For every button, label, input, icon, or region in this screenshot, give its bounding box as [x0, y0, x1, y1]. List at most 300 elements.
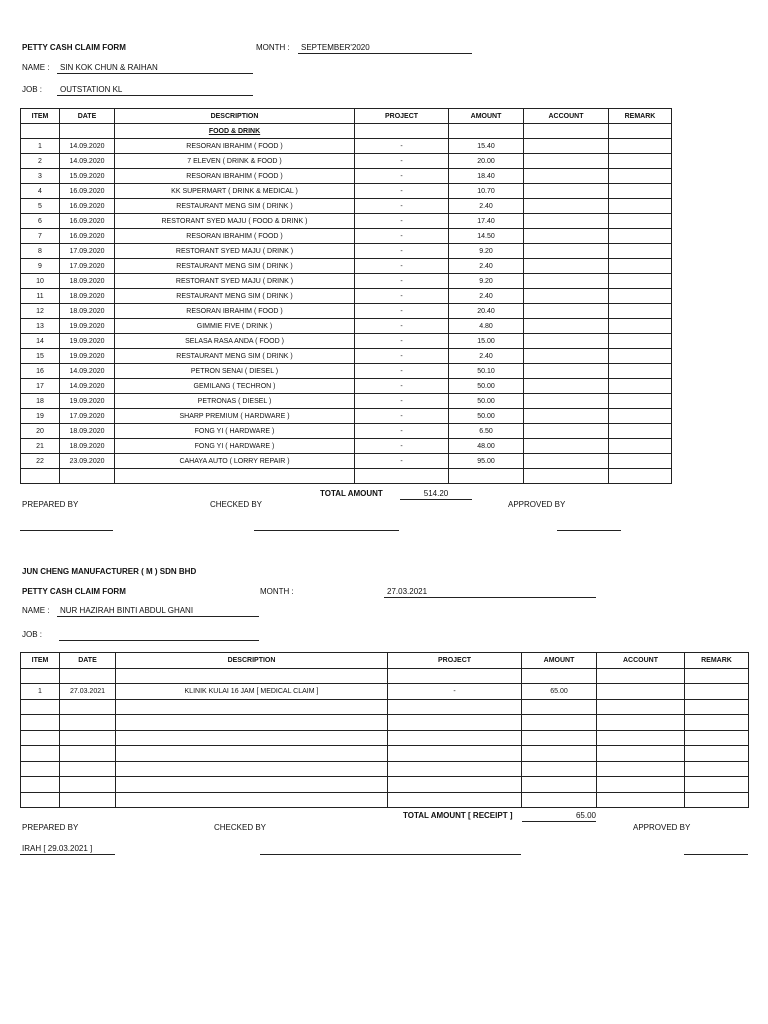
cell-date: 18.09.2020 [60, 274, 115, 289]
cell-amount: 6.50 [449, 424, 524, 439]
cell-account[interactable] [524, 334, 609, 349]
table-row [21, 684, 749, 700]
cell-remark[interactable] [609, 169, 672, 184]
form2-total-label: TOTAL AMOUNT [ RECEIPT ] [403, 811, 513, 820]
form2-month-field[interactable] [384, 587, 596, 598]
cell-description: FONG YI ( HARDWARE ) [115, 424, 355, 439]
header-date: DATE [60, 653, 116, 669]
table-row [21, 169, 672, 184]
form1-name-label: NAME : [22, 63, 50, 72]
cell-empty[interactable] [388, 715, 522, 731]
form1-header-row [21, 109, 672, 124]
cell-date: 19.09.2020 [60, 334, 115, 349]
cell-project: - [355, 319, 449, 334]
cell-project: - [355, 259, 449, 274]
header-remark: REMARK [685, 653, 749, 669]
cell-date: 16.09.2020 [60, 199, 115, 214]
cell-description: SHARP PREMIUM ( HARDWARE ) [115, 409, 355, 424]
cell-empty[interactable] [388, 792, 522, 808]
cell-account[interactable] [524, 304, 609, 319]
cell-empty[interactable] [60, 761, 116, 777]
table-row [21, 304, 672, 319]
cell-amount: 50.00 [449, 394, 524, 409]
form2-prepared-by-label: PREPARED BY [22, 823, 79, 832]
cell-date: 16.09.2020 [60, 184, 115, 199]
cell-empty[interactable] [597, 777, 685, 793]
cell-project: - [355, 349, 449, 364]
cell-item: 12 [21, 304, 60, 319]
form1-approved-by-label: APPROVED BY [508, 500, 566, 509]
cell-empty[interactable] [60, 715, 116, 731]
cell-date: 19.09.2020 [60, 319, 115, 334]
cell-remark[interactable] [609, 349, 672, 364]
form1-job-label: JOB : [22, 85, 43, 94]
cell-project: - [355, 229, 449, 244]
cell-remark[interactable] [609, 364, 672, 379]
form2-claim-table [20, 652, 749, 808]
cell-remark[interactable] [609, 379, 672, 394]
table-row [21, 274, 672, 289]
form2-checked-by-label: CHECKED BY [214, 823, 267, 832]
category-text: FOOD & DRINK [208, 127, 261, 135]
cell-amount: 20.00 [449, 154, 524, 169]
table-row [21, 424, 672, 439]
cell-description: RESORAN IBRAHIM ( FOOD ) [115, 169, 355, 184]
cell-empty[interactable] [685, 715, 749, 731]
cell-item: 15 [21, 349, 60, 364]
cell-empty [609, 124, 672, 139]
cell-item: 5 [21, 199, 60, 214]
header-item: ITEM [21, 653, 60, 669]
cell-empty[interactable] [60, 746, 116, 762]
form1-month-value: SEPTEMBER'2020 [301, 43, 370, 52]
cell-empty[interactable] [685, 730, 749, 746]
cell-remark[interactable] [609, 409, 672, 424]
cell-project: - [355, 394, 449, 409]
cell-item: 9 [21, 259, 60, 274]
cell-empty[interactable] [685, 761, 749, 777]
cell-account[interactable] [524, 259, 609, 274]
cell-description: 7 ELEVEN ( DRINK & FOOD ) [115, 154, 355, 169]
form2-checked-signature-line[interactable] [260, 854, 521, 855]
cell-project: - [355, 439, 449, 454]
cell-date: 18.09.2020 [60, 289, 115, 304]
cell-remark[interactable] [609, 259, 672, 274]
cell-amount: 48.00 [449, 439, 524, 454]
cell-empty[interactable] [388, 699, 522, 715]
cell-description: GEMILANG ( TECHRON ) [115, 379, 355, 394]
cell-date: 19.09.2020 [60, 394, 115, 409]
cell-account[interactable] [524, 229, 609, 244]
cell-item: 21 [21, 439, 60, 454]
cell-empty[interactable] [597, 761, 685, 777]
cell-item: 20 [21, 424, 60, 439]
cell-empty[interactable] [522, 761, 597, 777]
table-row-empty [21, 777, 749, 793]
cell-remark[interactable] [609, 454, 672, 469]
table-row [21, 289, 672, 304]
cell-empty [388, 668, 522, 684]
cell-description: RESTAURANT MENG SIM ( DRINK ) [115, 259, 355, 274]
table-row-empty [21, 469, 672, 484]
cell-description: GIMMIE FIVE ( DRINK ) [115, 319, 355, 334]
cell-description: RESTORANT SYED MAJU ( DRINK ) [115, 244, 355, 259]
cell-account[interactable] [597, 684, 685, 700]
cell-project: - [355, 409, 449, 424]
cell-amount: 10.70 [449, 184, 524, 199]
cell-item: 22 [21, 454, 60, 469]
cell-amount: 14.50 [449, 229, 524, 244]
cell-date: 14.09.2020 [60, 364, 115, 379]
cell-remark[interactable] [609, 154, 672, 169]
form1-job-value: OUTSTATION KL [60, 85, 123, 94]
form2-job-field[interactable] [59, 630, 259, 641]
form2-approved-by-label: APPROVED BY [633, 823, 691, 832]
cell-project: - [355, 289, 449, 304]
cell-empty[interactable] [21, 777, 60, 793]
cell-empty[interactable] [522, 699, 597, 715]
form1-prepared-signature-line[interactable] [20, 530, 113, 531]
cell-remark[interactable] [609, 439, 672, 454]
cell-empty[interactable] [685, 699, 749, 715]
cell-empty[interactable] [21, 730, 60, 746]
cell-empty [449, 124, 524, 139]
cell-project: - [355, 454, 449, 469]
form2-name-value: NUR HAZIRAH BINTI ABDUL GHANI [60, 606, 194, 615]
cell-empty[interactable] [60, 792, 116, 808]
form1-name-value: SIN KOK CHUN & RAIHAN [60, 63, 158, 72]
cell-project: - [355, 154, 449, 169]
cell-empty[interactable] [597, 699, 685, 715]
cell-amount: 15.40 [449, 139, 524, 154]
cell-account[interactable] [524, 244, 609, 259]
table-row [21, 454, 672, 469]
cell-project: - [355, 244, 449, 259]
cell-empty[interactable] [522, 746, 597, 762]
cell-empty[interactable] [115, 469, 355, 484]
cell-empty[interactable] [116, 746, 388, 762]
cell-project: - [355, 139, 449, 154]
cell-description: FONG YI ( HARDWARE ) [115, 439, 355, 454]
cell-account[interactable] [524, 439, 609, 454]
form1-month-label: MONTH : [256, 43, 290, 52]
cell-empty[interactable] [21, 761, 60, 777]
category-row [21, 124, 672, 139]
cell-empty[interactable] [116, 715, 388, 731]
cell-empty[interactable] [388, 777, 522, 793]
cell-empty[interactable] [21, 746, 60, 762]
cell-empty[interactable] [597, 715, 685, 731]
cell-amount: 17.40 [449, 214, 524, 229]
table-row-empty [21, 730, 749, 746]
form2-prepared-value: IRAH [ 29.03.2021 ] [22, 844, 93, 853]
cell-remark[interactable] [609, 304, 672, 319]
header-date: DATE [60, 109, 115, 124]
header-account: ACCOUNT [597, 653, 685, 669]
cell-description: RESTORANT SYED MAJU ( FOOD & DRINK ) [115, 214, 355, 229]
table-row-empty [21, 746, 749, 762]
table-row [21, 199, 672, 214]
cell-item: 11 [21, 289, 60, 304]
cell-account[interactable] [524, 154, 609, 169]
cell-amount: 2.40 [449, 259, 524, 274]
cell-remark[interactable] [609, 334, 672, 349]
cell-project: - [388, 684, 522, 700]
cell-remark[interactable] [609, 199, 672, 214]
cell-date: 17.09.2020 [60, 409, 115, 424]
cell-amount: 18.40 [449, 169, 524, 184]
cell-item: 2 [21, 154, 60, 169]
cell-item: 14 [21, 334, 60, 349]
cell-empty[interactable] [449, 469, 524, 484]
form2-company: JUN CHENG MANUFACTURER ( M ) SDN BHD [22, 567, 197, 576]
cell-remark[interactable] [609, 289, 672, 304]
form2-approved-signature-line[interactable] [684, 854, 748, 855]
form2-header-row [21, 653, 749, 669]
cell-remark[interactable] [609, 244, 672, 259]
table-row [21, 319, 672, 334]
table-row-empty [21, 792, 749, 808]
form1-checked-signature-line[interactable] [254, 530, 399, 531]
form2-name-label: NAME : [22, 606, 50, 615]
cell-date: 14.09.2020 [60, 154, 115, 169]
cell-item: 6 [21, 214, 60, 229]
table-row-empty [21, 699, 749, 715]
cell-account[interactable] [524, 364, 609, 379]
form2-month-value: 27.03.2021 [387, 587, 428, 596]
cell-description: RESORAN IBRAHIM ( FOOD ) [115, 304, 355, 319]
cell-empty [355, 124, 449, 139]
cell-amount: 9.20 [449, 244, 524, 259]
cell-empty[interactable] [597, 792, 685, 808]
cell-date: 18.09.2020 [60, 439, 115, 454]
cell-account[interactable] [524, 394, 609, 409]
cell-empty[interactable] [60, 730, 116, 746]
form1-name-field[interactable] [57, 63, 253, 74]
cell-empty [685, 668, 749, 684]
cell-empty[interactable] [522, 715, 597, 731]
cell-project: - [355, 184, 449, 199]
cell-account[interactable] [524, 349, 609, 364]
cell-item: 16 [21, 364, 60, 379]
cell-item: 10 [21, 274, 60, 289]
cell-empty[interactable] [116, 730, 388, 746]
table-row [21, 409, 672, 424]
cell-empty[interactable] [522, 777, 597, 793]
cell-account[interactable] [524, 424, 609, 439]
cell-empty[interactable] [388, 730, 522, 746]
category-label [115, 124, 355, 139]
table-row [21, 394, 672, 409]
cell-amount: 50.00 [449, 379, 524, 394]
table-row [21, 184, 672, 199]
cell-empty[interactable] [597, 730, 685, 746]
cell-empty[interactable] [116, 699, 388, 715]
cell-account[interactable] [524, 199, 609, 214]
cell-date: 18.09.2020 [60, 304, 115, 319]
cell-description: SELASA RASA ANDA ( FOOD ) [115, 334, 355, 349]
cell-account[interactable] [524, 169, 609, 184]
cell-amount: 65.00 [522, 684, 597, 700]
cell-date: 16.09.2020 [60, 229, 115, 244]
table-row [21, 349, 672, 364]
cell-date: 19.09.2020 [60, 349, 115, 364]
cell-project: - [355, 304, 449, 319]
cell-description: RESTAURANT MENG SIM ( DRINK ) [115, 199, 355, 214]
header-project: PROJECT [388, 653, 522, 669]
cell-remark[interactable] [685, 684, 749, 700]
form1-job-field[interactable] [57, 85, 253, 96]
cell-item: 13 [21, 319, 60, 334]
cell-account[interactable] [524, 139, 609, 154]
cell-amount: 95.00 [449, 454, 524, 469]
header-description: DESCRIPTION [115, 109, 355, 124]
cell-item: 1 [21, 684, 60, 700]
cell-empty[interactable] [116, 792, 388, 808]
form1-total-value: 514.20 [400, 489, 472, 500]
cell-account[interactable] [524, 409, 609, 424]
cell-amount: 2.40 [449, 349, 524, 364]
cell-account[interactable] [524, 454, 609, 469]
cell-project: - [355, 424, 449, 439]
table-row-empty [21, 761, 749, 777]
header-project: PROJECT [355, 109, 449, 124]
cell-empty[interactable] [388, 746, 522, 762]
table-row [21, 259, 672, 274]
table-row [21, 334, 672, 349]
cell-empty[interactable] [388, 761, 522, 777]
cell-item: 1 [21, 139, 60, 154]
cell-remark[interactable] [609, 139, 672, 154]
cell-amount: 4.80 [449, 319, 524, 334]
form1-prepared-by-label: PREPARED BY [22, 500, 79, 509]
cell-empty[interactable] [524, 469, 609, 484]
cell-empty [21, 668, 60, 684]
form2-spacer-row [21, 668, 749, 684]
cell-project: - [355, 169, 449, 184]
table-row [21, 364, 672, 379]
cell-remark[interactable] [609, 424, 672, 439]
table-row [21, 214, 672, 229]
cell-account[interactable] [524, 289, 609, 304]
cell-empty [522, 668, 597, 684]
cell-description: RESORAN IBRAHIM ( FOOD ) [115, 139, 355, 154]
form2-name-field[interactable] [57, 606, 259, 617]
cell-empty[interactable] [685, 746, 749, 762]
cell-amount: 2.40 [449, 199, 524, 214]
cell-date: 17.09.2020 [60, 259, 115, 274]
cell-empty [60, 124, 115, 139]
form1-claim-table [20, 108, 672, 484]
cell-account[interactable] [524, 379, 609, 394]
form1-total-label: TOTAL AMOUNT [320, 489, 383, 498]
cell-description: KLINIK KULAI 16 JAM [ MEDICAL CLAIM ] [116, 684, 388, 700]
cell-item: 3 [21, 169, 60, 184]
cell-empty[interactable] [685, 792, 749, 808]
form1-month-field[interactable] [298, 43, 472, 54]
header-amount: AMOUNT [522, 653, 597, 669]
cell-description: PETRONAS ( DIESEL ) [115, 394, 355, 409]
cell-date: 23.09.2020 [60, 454, 115, 469]
header-amount: AMOUNT [449, 109, 524, 124]
cell-project: - [355, 199, 449, 214]
cell-amount: 2.40 [449, 289, 524, 304]
form1-title: PETTY CASH CLAIM FORM [22, 43, 126, 52]
cell-item: 8 [21, 244, 60, 259]
cell-empty [116, 668, 388, 684]
cell-empty [597, 668, 685, 684]
cell-empty[interactable] [60, 777, 116, 793]
cell-amount: 50.00 [449, 409, 524, 424]
cell-account[interactable] [524, 214, 609, 229]
cell-remark[interactable] [609, 229, 672, 244]
table-row [21, 439, 672, 454]
cell-description: PETRON SENAI ( DIESEL ) [115, 364, 355, 379]
cell-empty[interactable] [116, 761, 388, 777]
cell-date: 16.09.2020 [60, 214, 115, 229]
cell-empty[interactable] [21, 469, 60, 484]
header-description: DESCRIPTION [116, 653, 388, 669]
cell-description: CAHAYA AUTO ( LORRY REPAIR ) [115, 454, 355, 469]
cell-item: 7 [21, 229, 60, 244]
cell-empty[interactable] [21, 792, 60, 808]
cell-amount: 50.10 [449, 364, 524, 379]
cell-empty[interactable] [685, 777, 749, 793]
form2-title: PETTY CASH CLAIM FORM [22, 587, 126, 596]
cell-empty[interactable] [116, 777, 388, 793]
cell-project: - [355, 379, 449, 394]
table-row [21, 154, 672, 169]
form2-prepared-signature-line[interactable] [20, 844, 115, 855]
form2-month-label: MONTH : [260, 587, 294, 596]
cell-remark[interactable] [609, 184, 672, 199]
cell-empty[interactable] [355, 469, 449, 484]
cell-date: 15.09.2020 [60, 169, 115, 184]
cell-amount: 20.40 [449, 304, 524, 319]
cell-project: - [355, 364, 449, 379]
cell-empty[interactable] [609, 469, 672, 484]
cell-empty[interactable] [21, 715, 60, 731]
header-account: ACCOUNT [524, 109, 609, 124]
table-row-empty [21, 715, 749, 731]
cell-account[interactable] [524, 274, 609, 289]
cell-empty[interactable] [60, 699, 116, 715]
cell-description: KK SUPERMART ( DRINK & MEDICAL ) [115, 184, 355, 199]
cell-description: RESTAURANT MENG SIM ( DRINK ) [115, 289, 355, 304]
cell-account[interactable] [524, 319, 609, 334]
cell-empty[interactable] [597, 746, 685, 762]
cell-remark[interactable] [609, 319, 672, 334]
form1-approved-signature-line[interactable] [557, 530, 621, 531]
cell-amount: 9.20 [449, 274, 524, 289]
cell-description: RESTAURANT MENG SIM ( DRINK ) [115, 349, 355, 364]
cell-item: 19 [21, 409, 60, 424]
cell-date: 27.03.2021 [60, 684, 116, 700]
form2-job-label: JOB : [22, 630, 43, 639]
cell-account[interactable] [524, 184, 609, 199]
cell-empty[interactable] [522, 792, 597, 808]
cell-remark[interactable] [609, 214, 672, 229]
cell-date: 14.09.2020 [60, 379, 115, 394]
cell-empty[interactable] [522, 730, 597, 746]
cell-description: RESORAN IBRAHIM ( FOOD ) [115, 229, 355, 244]
header-item: ITEM [21, 109, 60, 124]
cell-remark[interactable] [609, 274, 672, 289]
cell-empty[interactable] [60, 469, 115, 484]
table-row [21, 229, 672, 244]
cell-empty[interactable] [21, 699, 60, 715]
cell-remark[interactable] [609, 394, 672, 409]
